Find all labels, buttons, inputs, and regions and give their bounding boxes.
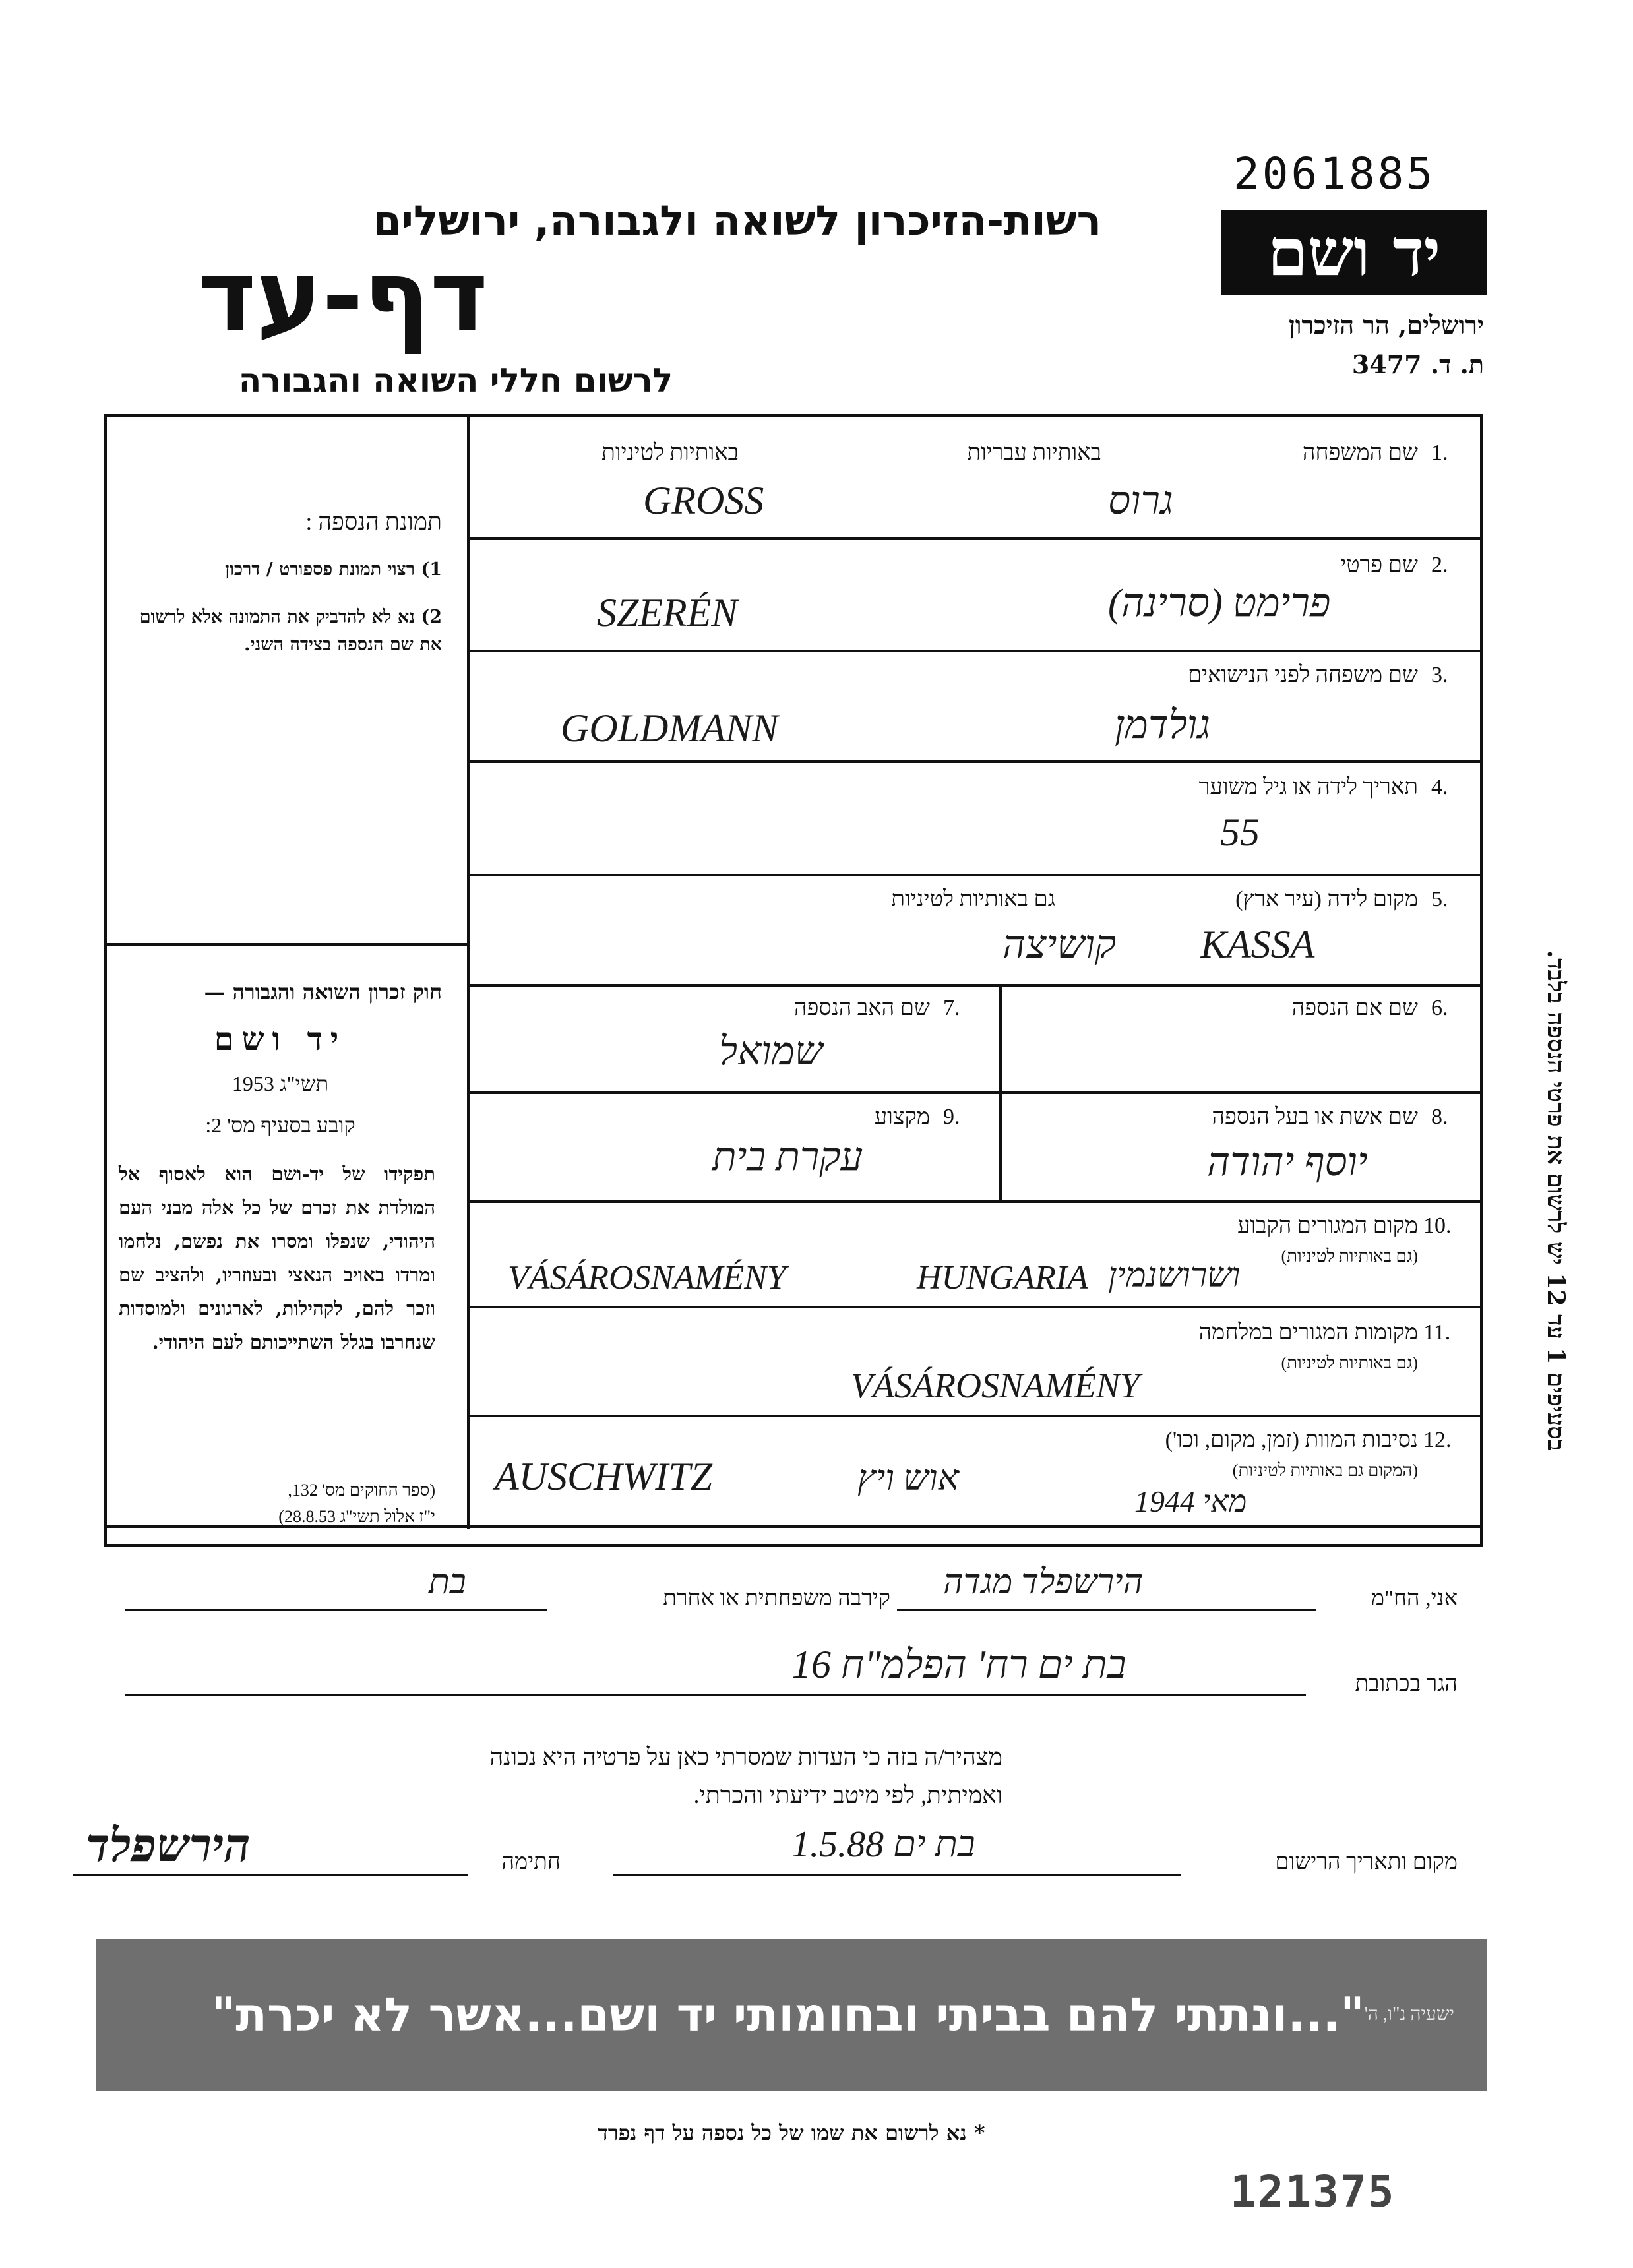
field-9-label: מקצוע (874, 1105, 930, 1129)
field-12-label: נסיבות המוות (זמן, מקום, וכו') (1165, 1428, 1418, 1452)
field-8-number: 8. (1431, 1105, 1448, 1129)
place-date-value: בת ים 1.5.88 (791, 1824, 975, 1865)
field-1-number: 1. (1431, 441, 1448, 465)
address-line1: ירושלים, הר הזיכרון (1289, 310, 1484, 340)
law-name: יד ושם (214, 1021, 347, 1058)
record-number: 2061885 (1233, 148, 1436, 199)
law-date: י"ז אלול תשי"ג 28.8.53) (278, 1507, 435, 1526)
field-5-number: 5. (1431, 887, 1448, 911)
field-1-label: שם המשפחה (1302, 441, 1418, 465)
photo-item1-text: רצוי תמונת פספורט / דרכון (225, 559, 416, 580)
field-7-label: שם האב הנספה (794, 996, 930, 1020)
field-2-label: שם פרטי (1340, 553, 1418, 577)
law-clause: קובע בסעיף מס' 2: (205, 1113, 355, 1137)
authority-title: רשות-הזיכרון לשואה ולגבורה, ירושלים (373, 197, 1101, 245)
field-3-value-latin: GOLDMANN (561, 706, 779, 750)
field-9-number: 9. (943, 1105, 960, 1129)
field-4-number: 4. (1431, 775, 1448, 799)
field-12-number: 12. (1423, 1428, 1452, 1452)
yad-vashem-logo (1221, 210, 1487, 295)
field-5-label: מקום לידה (עיר ארץ) (1235, 887, 1418, 911)
law-body: תפקידו של יד-ושם הוא לאסוף אל המולדת את זכרם של כל אלה מבני העם היהודי, שנפלו ומסרו את נפשם, נלחמו ומרדו באויב הנאצי ובעוזריו, ולהציב שם וזכר להם, לקהילות, לארגונים ולמוסדות שנחרבו בגלל השתייכותם לעם היהודי. (119, 1163, 435, 1353)
field-2-value-hebrew: פרימט (סרינה) (1108, 581, 1331, 625)
law-line: חוק זכרון השואה והגבורה — (204, 979, 442, 1004)
field-1-hebrew-col: באותיות עבריות (967, 441, 1101, 465)
field-10-value-hebrew: ושרושנמין (1108, 1257, 1241, 1295)
field-3-label: שם משפחה לפני הנישואים (1187, 663, 1418, 687)
field-11-number: 11. (1423, 1320, 1451, 1345)
declaration-relation-label: קירבה משפחתית או אחרת (663, 1586, 890, 1610)
declaration-prefix: אני, הח"מ (1371, 1586, 1458, 1610)
field-4-value: 55 (1220, 811, 1260, 854)
field-12-note: (המקום גם באותיות לטיניות) (1232, 1461, 1418, 1480)
address-label: הגר בכתובת (1355, 1672, 1458, 1696)
form-title: דף-עד (198, 239, 488, 354)
field-10-value-latin: VÁSÁROSNAMÉNY (508, 1259, 786, 1297)
field-2-value-latin: SZERÉN (597, 591, 738, 634)
field-1-value-hebrew: גרוס (1108, 479, 1173, 522)
stamp-number: 121375 (1230, 2166, 1396, 2217)
declaration-statement: מצהיר/ה בזה כי העדות שמסרתי כאן על פרטיה היא נכונה ואמיתית, לפי מיטב ידיעתי והכרתי. (489, 1744, 1002, 1808)
field-11-label: מקומות המגורים במלחמה (1198, 1320, 1418, 1345)
field-7-value: שמואל (719, 1029, 823, 1073)
photo-box-title: תמונת הנספה : (305, 508, 442, 535)
field-12-value-date: מאי 1944 (1134, 1485, 1247, 1518)
footer-note: * נא לרשום את שמו של כל נספה על דף נפרד (598, 2120, 985, 2145)
field-8-value: יוסף יהודה (1207, 1140, 1368, 1184)
field-5-value-latin: KASSA (1200, 923, 1315, 966)
place-date-label: מקום ותאריך הרישום (1275, 1850, 1458, 1874)
field-8-label: שם אשת או בעל הנספה (1212, 1105, 1418, 1129)
field-3-value-hebrew: גולדמן (1115, 703, 1211, 747)
field-5-value-hebrew: קושיצה (1002, 923, 1117, 966)
field-7-number: 7. (943, 996, 960, 1020)
address-line2: ת. ד. 3477 (1351, 350, 1484, 379)
signature: הירשפלד (86, 1821, 251, 1872)
photo-box-item1: 1) רצוי תמונת פספורט / דרכון (225, 559, 442, 580)
field-10-label: מקום המגורים הקבוע (1237, 1213, 1418, 1238)
field-1-latin-col: באותיות לטיניות (601, 441, 739, 465)
field-10-note: (גם באותיות לטיניות) (1281, 1246, 1418, 1266)
law-source: (ספר החוקים מס' 132, (288, 1481, 435, 1500)
field-11-value: VÁSÁROSNAMÉNY (851, 1366, 1140, 1405)
field-12-value-latin: AUSCHWITZ (495, 1455, 713, 1498)
declarant-relation: בת (429, 1564, 466, 1601)
field-10-value-country: HUNGARIA (917, 1259, 1088, 1297)
left-column-divider (467, 414, 470, 1529)
signature-label: חתימה (501, 1850, 561, 1874)
field-9-value: עקרת בית (712, 1135, 863, 1179)
field-5-latin-note: גם באותיות לטיניות (891, 887, 1055, 911)
declarant-address: בת ים רח' הפלמ"ח 16 (791, 1643, 1126, 1686)
law-year: תשי"ג 1953 (231, 1072, 329, 1095)
photo-box-item2: 2) נא לא להדביק את התמונה אלא לרשום את שם הנספה בצידה השני. (139, 607, 442, 655)
field-2-number: 2. (1431, 553, 1448, 577)
logo-text: יד ושם (1267, 214, 1441, 291)
field-6-number: 6. (1431, 996, 1448, 1020)
declarant-name: הירשפלד מגדה (943, 1564, 1144, 1601)
field-3-number: 3. (1431, 663, 1448, 687)
photo-item2-text: נא לא להדביק את התמונה אלא לרשום את שם הנספה בצידה השני. (139, 607, 442, 655)
field-4-label: תאריך לידה או גיל משוער (1198, 775, 1418, 799)
field-11-note: (גם באותיות לטיניות) (1281, 1353, 1418, 1372)
field-1-value-latin: GROSS (643, 479, 764, 522)
side-note: בסעיפים 1 עד 12 יש לרשום את פרטי הנספה בלבד. (1542, 950, 1570, 1451)
banner-source: ישעיה נ"ו, ה' (1364, 2004, 1454, 2025)
quote-banner (96, 1939, 1487, 2091)
field-6-label: שם אם הנספה (1291, 996, 1418, 1020)
field-12-value-hebrew: אוש ויץ (857, 1458, 960, 1498)
form-subtitle: לרשום חללי השואה והגבורה (238, 361, 673, 400)
field-10-number: 10. (1423, 1213, 1452, 1238)
banner-quote: "...ונתתי להם בביתי ובחומותי יד ושם...אשר לא יכרת" (211, 1988, 1365, 2042)
